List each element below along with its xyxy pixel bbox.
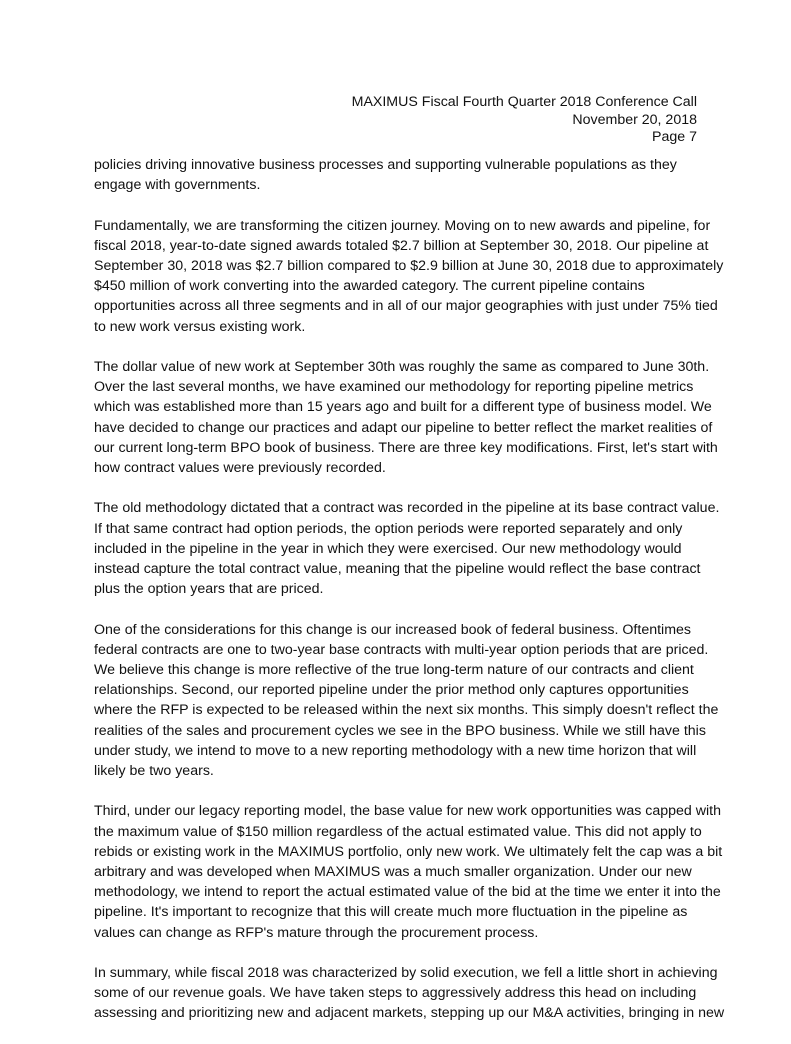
transcript-body xyxy=(94,155,725,1044)
paragraph xyxy=(94,801,723,942)
text-line: rebids or existing work in the MAXIMUS portfolio, only new work. We ultimately felt the cap was a bit xyxy=(94,843,723,860)
text-line: arbitrary and was developed when MAXIMUS was a much smaller organization. Under our new xyxy=(94,864,692,881)
text-line: policies driving innovative business processes and supporting vulnerable populations as they xyxy=(94,157,677,173)
text-line: The dollar value of new work at September 30th was roughly the same as compared to June 30th. xyxy=(94,359,710,375)
text-line: have decided to change our practices and adapt our pipeline to better reflect the market realities of xyxy=(94,419,713,436)
text-line: pipeline. It's important to recognize that this will create much more fluctuation in the pipeline as xyxy=(94,904,688,921)
text-line: Fundamentally, we are transforming the citizen journey. Moving on to new awards and pipeline, for xyxy=(94,217,711,234)
text-line: some of our revenue goals. We have taken steps to aggressively address this head on including xyxy=(94,985,697,1002)
text-line: how contract values were previously recorded. xyxy=(94,460,386,477)
text-line: fiscal 2018, year-to-date signed awards totaled $2.7 billion at September 30, 2018. Our pipeline at xyxy=(94,237,709,254)
text-line: If that same contract had option periods, the option periods were reported separately and only xyxy=(94,520,683,537)
text-line: values can change as RFP's mature through the procurement process. xyxy=(94,924,539,941)
text-line: where the RFP is expected to be released within the next six months. This simply doesn't reflect the xyxy=(94,702,719,719)
text-line: assessing and prioritizing new and adjacent markets, stepping up our M&A activities, bringing in new xyxy=(94,1005,725,1022)
text-line: In summary, while fiscal 2018 was characterized by solid execution, we fell a little short in achieving xyxy=(94,965,718,982)
header-title: MAXIMUS Fiscal Fourth Quarter 2018 Conference Call xyxy=(351,94,697,110)
paragraph xyxy=(94,498,720,599)
text-line: included in the pipeline in the year in which they were exercised. Our new methodology would xyxy=(94,540,682,557)
paragraph xyxy=(94,357,718,478)
paragraph xyxy=(94,620,719,782)
text-line: the maximum value of $150 million regardless of the actual estimated value. This did not apply to xyxy=(94,823,702,840)
text-line: plus the option years that are priced. xyxy=(94,581,324,598)
text-line: to new work versus existing work. xyxy=(94,318,306,335)
text-line: likely be two years. xyxy=(94,763,214,780)
text-line: $450 million of work converting into the awarded category. The current pipeline contains xyxy=(94,278,645,295)
text-line: One of the considerations for this change is our increased book of federal business. Oftentimes xyxy=(94,621,691,638)
text-line: We believe this change is more reflective of the true long-term nature of our contracts and client xyxy=(94,662,694,679)
paragraph xyxy=(94,216,724,337)
text-line: federal contracts are one to two-year base contracts with multi-year option periods that are priced. xyxy=(94,641,709,658)
header-page-number: Page 7 xyxy=(652,129,697,145)
text-line: relationships. Second, our reported pipeline under the prior method only captures opportunities xyxy=(94,682,689,699)
text-line: methodology, we intend to report the actual estimated value of the bid at the time we enter it into the xyxy=(94,884,721,901)
text-line: our current long-term BPO book of business. There are three key modifications. First, let's start with xyxy=(94,439,718,456)
text-line: Third, under our legacy reporting model, the base value for new work opportunities was capped with xyxy=(94,803,721,820)
paragraph xyxy=(94,155,704,195)
text-line: which was established more than 15 years ago and built for a different type of business model. We xyxy=(94,399,712,416)
text-line: under study, we intend to move to a new reporting methodology with a new time horizon that will xyxy=(94,742,697,759)
paragraph xyxy=(94,963,725,1024)
header-date: November 20, 2018 xyxy=(572,111,697,128)
text-line: September 30, 2018 was $2.7 billion compared to $2.9 billion at June 30, 2018 due to approximately xyxy=(94,258,724,274)
text-line: Over the last several months, we have examined our methodology for reporting pipeline metrics xyxy=(94,379,694,396)
text-line: opportunities across all three segments and in all of our major geographies with just under 75% tied xyxy=(94,298,718,315)
text-line: instead capture the total contract value, meaning that the pipeline would reflect the base contract xyxy=(94,561,701,578)
page-header xyxy=(197,94,697,147)
text-line: engage with governments. xyxy=(94,177,261,194)
text-line: realities of the sales and procurement cycles we see in the BPO business. While we still have this xyxy=(94,722,706,739)
text-line: The old methodology dictated that a contract was recorded in the pipeline at its base contract value. xyxy=(94,500,720,517)
